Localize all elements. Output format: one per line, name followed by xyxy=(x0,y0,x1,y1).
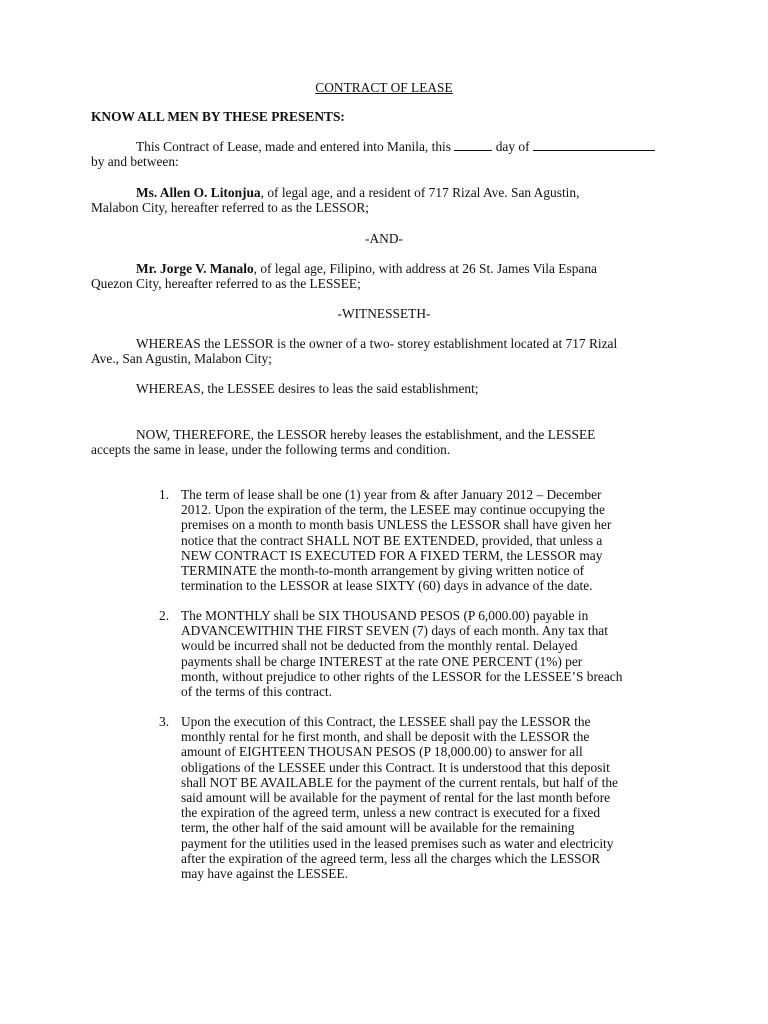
term-number: 1. xyxy=(159,487,170,502)
term-text xyxy=(181,608,681,699)
term-line: TERMINATE the month-to-month arrangement by giving written notice of xyxy=(181,563,585,579)
month-blank xyxy=(533,139,655,151)
whereas-1-line-1: WHEREAS the LESSOR is the owner of a two- storey establishment located at 717 Rizal xyxy=(136,336,618,351)
term-line: amount of EIGHTEEN THOUSAN PESOS (P 18,000.00) to answer for all xyxy=(181,744,583,760)
now-therefore-line-1: NOW, THEREFORE, the LESSOR hereby leases the establishment, and the LESSEE xyxy=(136,427,596,442)
term-line: payment for the utilities used in the leased premises such as water and electricity xyxy=(181,835,614,851)
document-title: CONTRACT OF LEASE xyxy=(315,80,453,95)
term-line: said amount will be available for the payment of rental for the last month before xyxy=(181,790,611,806)
lessee-name: Mr. Jorge V. Manalo xyxy=(136,261,254,276)
term-line: 2012. Upon the expiration of the term, the LESEE may continue occupying the xyxy=(181,502,605,518)
term-line: The MONTHLY shall be SIX THOUSAND PESOS (P 6,000.00) payable in xyxy=(181,608,589,623)
term-line: month, without prejudice to other rights of the LESSOR for the LESSEE’S breach xyxy=(181,668,623,684)
term-number: 2. xyxy=(159,608,170,623)
term-line: premises on a month to month basis UNLESS the LESSOR shall have given her xyxy=(181,517,612,533)
intro-text-2: by and between: xyxy=(91,154,179,170)
term-line: termination to the LESSOR at lease SIXTY (60) days in advance of the date. xyxy=(181,578,593,594)
now-therefore-paragraph xyxy=(91,427,677,457)
term-line: of the terms of this contract. xyxy=(181,684,332,700)
lessee-details-1: , of legal age, Filipino, with address at 26 St. James Vila Espana xyxy=(253,261,597,276)
whereas-paragraph-2 xyxy=(91,381,677,396)
term-line: the expiration of the agreed term, unless a new contract is executed for a fixed xyxy=(181,805,601,821)
intro-text: This Contract of Lease, made and entered into Manila, this xyxy=(136,139,451,154)
term-line: monthly rental for he first month, and shall be deposit with the LESSOR the xyxy=(181,729,590,745)
term-line: ADVANCEWITHIN THE FIRST SEVEN (7) days of each month. Any tax that xyxy=(181,623,608,639)
term-line: NEW CONTRACT IS EXECUTED FOR A FIXED TERM, the LESSOR may xyxy=(181,547,603,563)
term-text xyxy=(181,487,681,593)
lessor-paragraph xyxy=(91,185,677,215)
and-separator: -AND- xyxy=(365,231,403,246)
now-therefore-line-2: accepts the same in lease, under the following terms and condition. xyxy=(91,442,451,458)
term-line: would be incurred shall not be deducted from the monthly rental. Delayed xyxy=(181,638,578,654)
lessee-details-2: Quezon City, hereafter referred to as the LESSEE; xyxy=(91,276,361,292)
lessor-name: Ms. Allen O. Litonjua xyxy=(136,185,261,200)
term-line: The term of lease shall be one (1) year from & after January 2012 – December xyxy=(181,487,602,502)
lessor-details-1: , of legal age, and a resident of 717 Rizal Ave. San Agustin, xyxy=(260,185,580,200)
witnesseth-heading: -WITNESSETH- xyxy=(337,306,431,321)
term-text xyxy=(181,714,681,881)
lessee-paragraph xyxy=(91,261,677,291)
whereas-1-line-2: Ave., San Agustin, Malabon City; xyxy=(91,351,272,367)
term-line: shall NOT BE AVAILABLE for the payment of the current rentals, but half of the xyxy=(181,774,618,790)
term-line: may have against the LESSEE. xyxy=(181,866,348,882)
term-line: notice that the contract SHALL NOT BE EXTENDED, provided, that unless a xyxy=(181,532,603,548)
intro-day-label: day of xyxy=(495,139,530,154)
whereas-2-line: WHEREAS, the LESSEE desires to leas the said establishment; xyxy=(136,381,479,396)
day-blank xyxy=(454,139,492,151)
term-line: after the expiration of the agreed term, less all the charges which the LESSOR xyxy=(181,850,601,866)
term-line: obligations of the LESSEE under this Contract. It is understood that this deposit xyxy=(181,759,610,775)
document-heading: KNOW ALL MEN BY THESE PRESENTS: xyxy=(91,109,345,124)
term-line: payments shall be charge INTEREST at the rate ONE PERCENT (1%) per xyxy=(181,653,583,669)
intro-paragraph xyxy=(91,139,677,169)
lessor-details-2: Malabon City, hereafter referred to as the LESSOR; xyxy=(91,200,370,216)
term-line: term, the other half of the said amount will be available for the remaining xyxy=(181,820,575,836)
term-number: 3. xyxy=(159,714,170,729)
whereas-paragraph-1 xyxy=(91,336,677,366)
term-line: Upon the execution of this Contract, the LESSEE shall pay the LESSOR the xyxy=(181,714,591,729)
